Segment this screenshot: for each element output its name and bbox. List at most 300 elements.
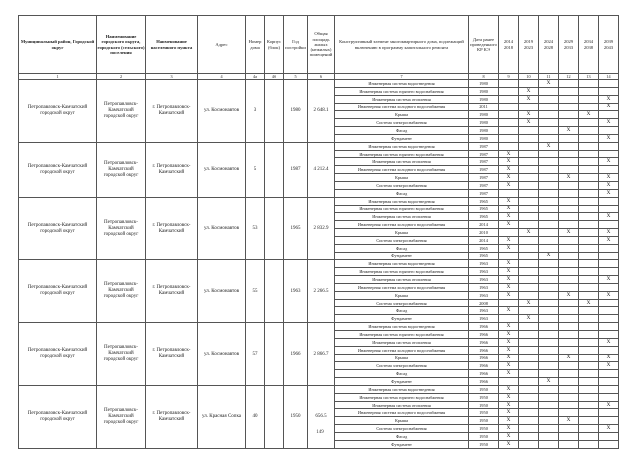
element-cell: Инженерная система водоотведения [335, 80, 469, 88]
prev-date-cell: 1963 [469, 315, 499, 323]
column-number: 12 [559, 74, 579, 80]
element-cell: Фундамент [335, 440, 469, 448]
period-mark-cell [579, 181, 599, 189]
period-mark-cell [579, 385, 599, 393]
period-mark-cell [539, 385, 559, 393]
period-mark-cell [519, 307, 539, 315]
building-cell [265, 142, 284, 197]
element-cell: Инженерная система холодного водоснабжения [335, 283, 469, 291]
period-mark-cell [599, 409, 619, 417]
house-number-cell: 5 [246, 142, 265, 197]
prev-date-cell: 1987 [469, 181, 499, 189]
period-mark-cell [539, 299, 559, 307]
period-mark-cell: X [599, 401, 619, 409]
element-cell: Фасад [335, 307, 469, 315]
prev-date-cell: 1987 [469, 158, 499, 166]
period-mark-cell [519, 236, 539, 244]
period-mark-cell [559, 440, 579, 448]
prev-date-cell: 1966 [469, 323, 499, 331]
prev-date-cell: 2008 [469, 299, 499, 307]
header-period: 2014 2018 [499, 16, 519, 74]
period-mark-cell [579, 158, 599, 166]
period-mark-cell: X [599, 276, 619, 284]
element-cell: Инженерная система холодного водоснабжения [335, 346, 469, 354]
prev-date-cell: 1963 [469, 291, 499, 299]
header-locality: Наименование населенного пункта [146, 16, 198, 74]
period-mark-cell [579, 409, 599, 417]
period-mark-cell [599, 323, 619, 331]
period-mark-cell [579, 346, 599, 354]
period-mark-cell [559, 150, 579, 158]
period-mark-cell [599, 166, 619, 174]
period-mark-cell [519, 385, 539, 393]
prev-date-cell: 1963 [469, 283, 499, 291]
period-mark-cell [599, 111, 619, 119]
period-mark-cell: X [599, 181, 619, 189]
header-period: 2024 2028 [539, 16, 559, 74]
settlement-cell: Петропавловск-Камчатский городской округ [97, 142, 146, 197]
column-number: 4б [265, 74, 284, 80]
element-cell: Фундамент [335, 378, 469, 386]
period-mark-cell [519, 134, 539, 142]
table-row [19, 385, 619, 393]
period-mark-cell [519, 393, 539, 401]
prev-date-cell: 1950 [469, 385, 499, 393]
element-cell: Крыша [335, 417, 469, 425]
year-built-cell: 1963 [284, 260, 308, 323]
period-mark-cell: X [599, 425, 619, 433]
element-cell: Фасад [335, 432, 469, 440]
building-cell [265, 260, 284, 323]
prev-date-cell: 1966 [469, 331, 499, 339]
element-cell: Фундамент [335, 252, 469, 260]
column-number: 3 [146, 74, 198, 80]
period-mark-cell [559, 158, 579, 166]
period-mark-cell [519, 283, 539, 291]
header-area: Общая площадь жилых (нежилых) помещений [308, 16, 335, 74]
prev-date-cell: 1963 [469, 268, 499, 276]
period-mark-cell [519, 127, 539, 135]
period-mark-cell [519, 362, 539, 370]
header-period: 2019 2023 [519, 16, 539, 74]
period-mark-cell: X [599, 362, 619, 370]
area-cell: 2 866.7 [308, 323, 335, 386]
table-header [19, 16, 619, 74]
period-mark-cell [519, 158, 539, 166]
period-mark-cell [519, 409, 539, 417]
period-mark-cell [559, 103, 579, 111]
period-mark-cell [519, 205, 539, 213]
period-mark-cell [559, 401, 579, 409]
period-mark-cell [539, 268, 559, 276]
period-mark-cell [539, 370, 559, 378]
period-mark-cell [579, 166, 599, 174]
period-mark-cell [499, 142, 519, 150]
street-cell: ул. Космонавтов [198, 260, 246, 323]
prev-date-cell: 1950 [469, 440, 499, 448]
table-row [19, 323, 619, 331]
period-mark-cell [539, 111, 559, 119]
element-cell: Крыша [335, 291, 469, 299]
period-mark-cell [579, 119, 599, 127]
element-cell: Фасад [335, 189, 469, 197]
building-cell [265, 385, 284, 448]
period-mark-cell [539, 401, 559, 409]
period-mark-cell [519, 331, 539, 339]
element-cell: Крыша [335, 174, 469, 182]
period-mark-cell: X [499, 283, 519, 291]
street-cell: ул. Космонавтов [198, 80, 246, 143]
element-cell: Инженерная система холодного водоснабжения [335, 409, 469, 417]
prev-date-cell: 1965 [469, 244, 499, 252]
locality-cell: г. Петропавловск-Камчатский [146, 80, 198, 143]
period-mark-cell [559, 189, 579, 197]
period-mark-cell: X [539, 80, 559, 88]
period-mark-cell [539, 158, 559, 166]
period-mark-cell: X [499, 440, 519, 448]
period-mark-cell [579, 197, 599, 205]
element-cell: Инженерная система холодного водоснабжения [335, 166, 469, 174]
period-mark-cell: X [599, 103, 619, 111]
period-mark-cell: X [559, 417, 579, 425]
year-built-cell: 1987 [284, 142, 308, 197]
period-mark-cell [579, 134, 599, 142]
house-number-cell: 53 [246, 197, 265, 260]
period-mark-cell [519, 197, 539, 205]
period-mark-cell [519, 354, 539, 362]
period-mark-cell [599, 244, 619, 252]
period-mark-cell [559, 338, 579, 346]
period-mark-cell: X [519, 95, 539, 103]
period-mark-cell [559, 323, 579, 331]
element-cell: Инженерная система водоотведения [335, 323, 469, 331]
period-mark-cell [519, 417, 539, 425]
period-mark-cell [599, 197, 619, 205]
element-cell: Инженерная система водоотведения [335, 197, 469, 205]
period-mark-cell [519, 338, 539, 346]
area-cell: 656.5 [308, 385, 335, 448]
period-mark-cell [539, 323, 559, 331]
period-mark-cell [499, 103, 519, 111]
period-mark-cell [519, 181, 539, 189]
prev-date-cell: 1963 [469, 260, 499, 268]
column-number: 11 [539, 74, 559, 80]
period-mark-cell: X [499, 197, 519, 205]
period-mark-cell [559, 362, 579, 370]
period-mark-cell [579, 417, 599, 425]
period-mark-cell [579, 236, 599, 244]
period-mark-cell [519, 189, 539, 197]
area-cell: 2 266.5 [308, 260, 335, 323]
period-mark-cell: X [499, 432, 519, 440]
element-cell: Система электроснабжения [335, 236, 469, 244]
period-mark-cell: X [499, 150, 519, 158]
period-mark-cell [599, 440, 619, 448]
period-mark-cell [559, 95, 579, 103]
period-mark-cell [519, 323, 539, 331]
period-mark-cell [519, 401, 539, 409]
period-mark-cell: X [499, 409, 519, 417]
element-cell: Инженерная система холодного водоснабжения [335, 221, 469, 229]
prev-date-cell: 1980 [469, 87, 499, 95]
district-cell: Петропавловск-Камчатский городской округ [19, 323, 97, 386]
period-mark-cell [559, 307, 579, 315]
prev-date-cell: 2010 [469, 229, 499, 237]
period-mark-cell [539, 181, 559, 189]
period-mark-cell [599, 315, 619, 323]
period-mark-cell: X [559, 127, 579, 135]
period-mark-cell: X [519, 299, 539, 307]
period-mark-cell [599, 307, 619, 315]
period-mark-cell: X [599, 119, 619, 127]
period-mark-cell: X [519, 229, 539, 237]
period-mark-cell [539, 119, 559, 127]
period-mark-cell [599, 385, 619, 393]
period-mark-cell [539, 315, 559, 323]
period-mark-cell [539, 291, 559, 299]
area-cell: 4 212.4 [308, 142, 335, 197]
period-mark-cell [559, 252, 579, 260]
period-mark-cell [499, 134, 519, 142]
element-cell: Инженерная система горячего водоснабжения [335, 331, 469, 339]
period-mark-cell [559, 87, 579, 95]
locality-cell: г. Петропавловск-Камчатский [146, 142, 198, 197]
prev-date-cell: 1950 [469, 393, 499, 401]
period-mark-cell: X [499, 370, 519, 378]
element-cell: Инженерная система холодного водоснабжения [335, 103, 469, 111]
district-cell: Петропавловск-Камчатский городской округ [19, 385, 97, 448]
period-mark-cell [559, 236, 579, 244]
period-mark-cell [579, 323, 599, 331]
prev-date-cell: 1987 [469, 189, 499, 197]
element-cell: Система электроснабжения [335, 181, 469, 189]
year-built-cell: 1966 [284, 323, 308, 386]
element-cell: Инженерная система отопления [335, 158, 469, 166]
element-cell: Инженерная система отопления [335, 95, 469, 103]
period-mark-cell [559, 370, 579, 378]
prev-date-cell: 1987 [469, 150, 499, 158]
prev-date-cell: 1980 [469, 127, 499, 135]
prev-date-cell: 1987 [469, 142, 499, 150]
period-mark-cell [539, 283, 559, 291]
prev-date-cell: 1980 [469, 111, 499, 119]
period-mark-cell [579, 291, 599, 299]
period-mark-cell [559, 315, 579, 323]
element-cell: Инженерная система отопления [335, 213, 469, 221]
element-cell: Инженерная система водоотведения [335, 142, 469, 150]
prev-date-cell: 1950 [469, 409, 499, 417]
period-mark-cell [519, 346, 539, 354]
period-mark-cell [579, 244, 599, 252]
header-prev-date: Дата ранее проведенного КР КЭ [469, 16, 499, 74]
period-mark-cell: X [599, 354, 619, 362]
period-mark-cell [579, 103, 599, 111]
district-cell: Петропавловск-Камчатский городской округ [19, 80, 97, 143]
prev-date-cell: 1950 [469, 401, 499, 409]
period-mark-cell [599, 252, 619, 260]
period-mark-cell [519, 221, 539, 229]
period-mark-cell: X [499, 260, 519, 268]
period-mark-cell [559, 134, 579, 142]
column-number: 10 [519, 74, 539, 80]
period-mark-cell: X [499, 346, 519, 354]
period-mark-cell: X [599, 338, 619, 346]
element-cell: Система электроснабжения [335, 425, 469, 433]
period-mark-cell [519, 80, 539, 88]
period-mark-cell [539, 338, 559, 346]
period-mark-cell: X [499, 338, 519, 346]
period-mark-cell [579, 338, 599, 346]
period-mark-cell [539, 244, 559, 252]
header-period: 2029 2033 [559, 16, 579, 74]
period-mark-cell [559, 166, 579, 174]
locality-cell: г. Петропавловск-Камчатский [146, 197, 198, 260]
period-mark-cell [519, 244, 539, 252]
element-cell: Инженерная система горячего водоснабжения [335, 268, 469, 276]
period-mark-cell [519, 142, 539, 150]
prev-date-cell: 2014 [469, 221, 499, 229]
period-mark-cell [579, 276, 599, 284]
period-mark-cell [579, 205, 599, 213]
period-mark-cell: X [519, 119, 539, 127]
element-cell: Инженерная система горячего водоснабжения [335, 205, 469, 213]
period-mark-cell [499, 127, 519, 135]
element-cell: Фундамент [335, 315, 469, 323]
column-number: 1 [19, 74, 97, 80]
year-built-cell: 1950 [284, 385, 308, 448]
period-mark-cell [559, 331, 579, 339]
period-mark-cell [579, 268, 599, 276]
period-mark-cell [539, 189, 559, 197]
period-mark-cell [559, 385, 579, 393]
period-mark-cell [579, 87, 599, 95]
period-mark-cell: X [599, 134, 619, 142]
table-row [19, 80, 619, 88]
period-mark-cell [539, 95, 559, 103]
period-mark-cell: X [559, 291, 579, 299]
period-mark-cell [579, 362, 599, 370]
period-mark-cell [599, 346, 619, 354]
period-mark-cell: X [499, 354, 519, 362]
column-number: 4а [246, 74, 265, 80]
period-mark-cell [519, 260, 539, 268]
period-mark-cell: X [499, 244, 519, 252]
settlement-cell: Петропавловск-Камчатский городской округ [97, 323, 146, 386]
period-mark-cell [519, 370, 539, 378]
header-house-number: Номер дома [246, 16, 265, 74]
element-cell: Фундамент [335, 134, 469, 142]
period-mark-cell [579, 252, 599, 260]
period-mark-cell [579, 315, 599, 323]
period-mark-cell [559, 299, 579, 307]
area-cell: 2 832.9 [308, 197, 335, 260]
page-number: 149 [316, 430, 324, 435]
period-mark-cell [579, 378, 599, 386]
element-cell: Фасад [335, 370, 469, 378]
house-number-cell: 3 [246, 80, 265, 143]
year-built-cell: 1980 [284, 80, 308, 143]
period-mark-cell: X [499, 331, 519, 339]
prev-date-cell: 1950 [469, 417, 499, 425]
period-mark-cell [579, 393, 599, 401]
element-cell: Фасад [335, 244, 469, 252]
period-mark-cell [579, 189, 599, 197]
period-mark-cell [499, 80, 519, 88]
prev-date-cell: 1965 [469, 213, 499, 221]
period-mark-cell: X [519, 111, 539, 119]
period-mark-cell [599, 127, 619, 135]
column-number: 6 [308, 74, 335, 80]
prev-date-cell: 2014 [469, 236, 499, 244]
period-mark-cell [499, 299, 519, 307]
period-mark-cell: X [499, 181, 519, 189]
period-mark-cell [599, 417, 619, 425]
prev-date-cell: 1987 [469, 174, 499, 182]
prev-date-cell: 1980 [469, 134, 499, 142]
column-number: 7 [335, 74, 469, 80]
period-mark-cell [559, 244, 579, 252]
period-mark-cell [599, 378, 619, 386]
period-mark-cell: X [499, 236, 519, 244]
period-mark-cell: X [499, 401, 519, 409]
period-mark-cell [519, 213, 539, 221]
column-number: 13 [579, 74, 599, 80]
header-year-built: Год постройки [284, 16, 308, 74]
period-mark-cell [499, 252, 519, 260]
period-mark-cell [539, 393, 559, 401]
street-cell: ул. Красная Сопка [198, 385, 246, 448]
column-number: 4 [198, 74, 246, 80]
period-mark-cell [599, 221, 619, 229]
period-mark-cell [539, 205, 559, 213]
prev-date-cell: 1965 [469, 205, 499, 213]
period-mark-cell [499, 111, 519, 119]
settlement-cell: Петропавловск-Камчатский городской округ [97, 385, 146, 448]
prev-date-cell: 1965 [469, 197, 499, 205]
period-mark-cell [599, 150, 619, 158]
period-mark-cell: X [499, 158, 519, 166]
period-mark-cell: X [499, 307, 519, 315]
element-cell: Система электроснабжения [335, 299, 469, 307]
locality-cell: г. Петропавловск-Камчатский [146, 385, 198, 448]
element-cell: Инженерная система горячего водоснабжения [335, 150, 469, 158]
period-mark-cell [579, 150, 599, 158]
period-mark-cell [599, 142, 619, 150]
element-cell: Инженерная система отопления [335, 276, 469, 284]
period-mark-cell: X [599, 213, 619, 221]
period-mark-cell [519, 252, 539, 260]
header-building: Корпус (блок) [265, 16, 284, 74]
header-district: Муниципальный район, Городской округ [19, 16, 97, 74]
district-cell: Петропавловск-Камчатский городской округ [19, 260, 97, 323]
period-mark-cell [519, 268, 539, 276]
period-mark-cell [579, 229, 599, 237]
period-mark-cell [559, 221, 579, 229]
period-mark-cell: X [499, 417, 519, 425]
prev-date-cell: 1980 [469, 95, 499, 103]
header-element: Конструктивный элемент многоквартирного дома, подлежащий включению в программу капитального ремонта [335, 16, 469, 74]
period-mark-cell [559, 111, 579, 119]
period-mark-cell [539, 150, 559, 158]
period-mark-cell: X [599, 174, 619, 182]
street-cell: ул. Космонавтов [198, 323, 246, 386]
period-mark-cell [579, 213, 599, 221]
period-mark-cell [539, 260, 559, 268]
prev-date-cell: 1963 [469, 307, 499, 315]
prev-date-cell: 1966 [469, 338, 499, 346]
period-mark-cell: X [559, 354, 579, 362]
period-mark-cell: X [539, 378, 559, 386]
